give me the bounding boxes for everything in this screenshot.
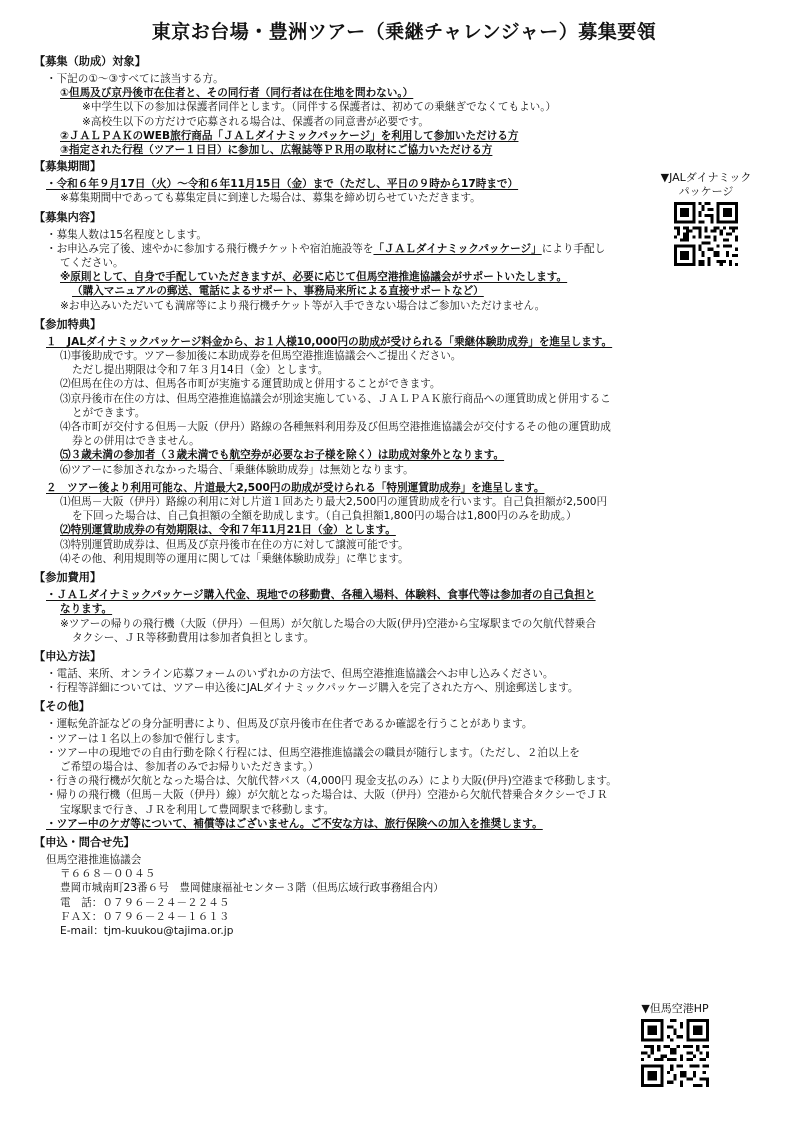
jal-dynamic-package-name: 「ＪＡＬダイナミックパッケージ」 xyxy=(373,242,542,255)
other-line: 宝塚駅まで行き、ＪＲを利用して豊岡駅まで移動します。 xyxy=(60,803,335,816)
content-line: （購入マニュアルの郵送、電話によるサポート、事務局来所による直接サポートなど） xyxy=(72,285,484,298)
content-text: ・お申込み完了後、速やかに参加する飛行機チケットや宿泊施設等を xyxy=(46,242,374,255)
contact-postal: 〒６６８－００４５ xyxy=(60,868,156,881)
benefit-1-title: １ JALダイナミックパッケージ料金から、お１人様10,000円の助成が受けられる「乗継体験助成券」を進呈します。 xyxy=(46,335,613,348)
qr-airport-block xyxy=(620,1002,730,1087)
section-heading-target: 【募集（助成）対象】 xyxy=(34,55,146,68)
contact-fax: ＦＡＸ：０７９６－２４－１６１３ xyxy=(60,910,230,923)
target-line: ※中学生以下の参加は保護者同伴とします。（同伴する保護者は、初めての乗継ぎでなくてもよい。） xyxy=(82,101,557,114)
benefit-1-line: ⑹ツアーに参加されなかった場合、「乗継体験助成券」は無効となります。 xyxy=(60,463,414,476)
target-line: ③指定された行程（ツアー１日目）に参加し、広報誌等ＰＲ用の取材にご協力いただける方 xyxy=(60,144,493,157)
section-cost xyxy=(34,588,754,645)
page-title: 東京お台場・豊洲ツアー（乗継チャレンジャー）募集要領 xyxy=(151,21,657,43)
cost-line: ・ＪＡＬダイナミックパッケージ購入代金、現地での移動費、各種入場料、体験料、食事代等は参加者の自己負担と xyxy=(46,589,596,602)
qr-code-airport-icon[interactable] xyxy=(641,1019,709,1087)
content-text: により手配し xyxy=(541,242,606,255)
qr-jal-label-2: パッケージ xyxy=(678,185,734,198)
period-line: ※募集期間中であっても募集定員に到達した場合は、募集を締め切らせていただきます。 xyxy=(60,192,481,205)
contact-email[interactable]: E-mail：tjm-kuukou@tajima.or.jp xyxy=(60,924,234,937)
qr-airport-label: ▼但馬空港HP xyxy=(641,1002,709,1015)
target-line: ①但馬及び京丹後市在住者と、その同行者（同行者は在住地を問わない。） xyxy=(60,87,414,100)
other-line: ・ツアー中のケガ等について、補償等はございません。ご不安な方は、旅行保険への加入を推奨します。 xyxy=(46,817,543,830)
section-other xyxy=(34,717,754,831)
benefit-1-line: ⑷各市町が交付する但馬－大阪（伊丹）路線の各種無料利用券及び但馬空港推進協議会が交付するその他の運賃助成 xyxy=(60,421,611,434)
section-heading-other: 【その他】 xyxy=(34,700,90,714)
section-contact xyxy=(34,853,754,938)
benefit-2-line: ⑶特別運賃助成券は、但馬及び京丹後市在住の方に対して譲渡可能です。 xyxy=(60,538,409,551)
section-benefits xyxy=(34,335,754,566)
content-line: てください。 xyxy=(60,257,124,270)
section-heading-cost: 【参加費用】 xyxy=(34,571,102,585)
benefit-1-line: ⑴事後助成です。ツアー参加後に本助成券を但馬空港推進協議会へご提出ください。 xyxy=(60,350,462,363)
contact-address: 豊岡市城南町23番６号 豊岡健康福祉センター３階（但馬広域行政事務組合内） xyxy=(60,882,444,895)
benefit-1-line: ただし提出期限は令和７年３月14日（金）とします。 xyxy=(72,364,329,377)
other-line: ・帰りの飛行機（但馬－大阪（伊丹）線）が欠航となった場合は、大阪（伊丹）空港から欠航代替乗合タクシーでＪＲ xyxy=(46,789,608,802)
benefit-2-line: ⑴但馬－大阪（伊丹）路線の利用に対し片道１回あたり最大2,500円の運賃助成を行います。自己負担額が2,500円 xyxy=(60,496,608,509)
benefit-1-line: とができます。 xyxy=(72,406,146,419)
contact-tel: 電 話：０７９６－２４－２２４５ xyxy=(60,896,230,909)
content-line: ※原則として、自身で手配していただきますが、必要に応じて但馬空港推進協議会がサポートいたします。 xyxy=(60,271,568,284)
contact-org: 但馬空港推進協議会 xyxy=(46,853,142,866)
section-apply xyxy=(34,667,754,695)
benefit-2-line: を下回った場合は、自己負担額の全額を助成します。（自己負担額1,800円の場合は1,800円のみを助成。） xyxy=(72,510,577,523)
apply-line: ・電話、来所、オンライン応募フォームのいずれかの方法で、但馬空港推進協議会へお申し込みください。 xyxy=(46,667,554,680)
cost-line: なります。 xyxy=(60,603,113,616)
benefit-1-line: ⑶京丹後市在住の方は、但馬空港推進協議会が別途実施している、ＪＡＬＰＡＫ旅行商品への運賃助成と併用するこ xyxy=(60,392,611,405)
other-line: ・行きの飛行機が欠航となった場合は、欠航代替バス（4,000円 現金支払のみ）により大阪(伊丹)空港まで移動します。 xyxy=(46,775,617,788)
benefit-1-line: ⑵但馬在住の方は、但馬各市町が実施する運賃助成と併用することができます。 xyxy=(60,378,441,391)
section-heading-contact: 【申込・問合せ先】 xyxy=(34,835,135,849)
period-line: ・令和６年９月17日（火）～令和６年11月15日（金）まで（ただし、平日の９時から17時まで） xyxy=(46,178,519,191)
benefit-1-line: ⑸３歳未満の参加者（３歳未満でも航空券が必要なお子様を除く）は助成対象外となります。 xyxy=(60,449,505,462)
apply-line: ・行程等詳細については、ツアー申込後にJALダイナミックパッケージ購入を完了された方へ、別途郵送します。 xyxy=(46,682,579,695)
cost-line: ※ツアーの帰りの飛行機（大阪（伊丹）－但馬）が欠航した場合の大阪(伊丹)空港から宝塚駅までの欠航代替乗合 xyxy=(60,617,596,630)
benefit-2-line: ⑵特別運賃助成券の有効期限は、令和７年11月21日（金）とします。 xyxy=(60,524,396,537)
qr-code-jal-icon[interactable] xyxy=(674,202,738,266)
other-line: ・ツアー中の現地での自由行動を除く行程には、但馬空港推進協議会の職員が随行します。（ただし、２泊以上を xyxy=(46,746,580,759)
benefit-2-title: ２ ツアー後より利用可能な、片道最大2,500円の助成が受けられる「特別運賃助成券」を進呈します。 xyxy=(46,481,545,494)
section-target xyxy=(34,72,754,157)
target-line: ※高校生以下の方だけで応募される場合は、保護者の同意書が必要です。 xyxy=(82,115,430,128)
cost-line: タクシー、ＪＲ等移動費用は参加者負担とします。 xyxy=(72,631,315,644)
qr-jal-label-1: ▼JALダイナミック xyxy=(660,171,752,184)
other-line: ご希望の場合は、参加者のみでお帰りいただきます。） xyxy=(60,760,319,773)
section-heading-benefits: 【参加特典】 xyxy=(34,317,102,331)
section-heading-period: 【募集期間】 xyxy=(34,160,102,174)
qr-jal-block xyxy=(646,171,766,266)
benefit-2-line: ⑷その他、利用規則等の運用に関しては「乗継体験助成券」に準じます。 xyxy=(60,552,409,565)
content-line: ※お申込みいただいても満席等により飛行機チケット等が入手できない場合はご参加いただけません。 xyxy=(60,299,546,312)
target-line: ②ＪＡＬＰＡＫのWEB旅行商品「ＪＡＬダイナミックパッケージ」を利用して参加いただける方 xyxy=(60,129,519,142)
other-line: ・運転免許証などの身分証明書により、但馬及び京丹後市在住者であるか確認を行うことがあります。 xyxy=(46,718,533,731)
section-heading-content: 【募集内容】 xyxy=(34,210,102,224)
target-line: ・下記の①～③すべてに該当する方。 xyxy=(46,73,224,85)
section-heading-apply: 【申込方法】 xyxy=(34,649,102,663)
other-line: ・ツアーは１名以上の参加で催行します。 xyxy=(46,732,247,745)
benefit-1-line: 券との併用はできません。 xyxy=(72,435,200,448)
content-line: ・募集人数は15名程度とします。 xyxy=(46,228,207,241)
